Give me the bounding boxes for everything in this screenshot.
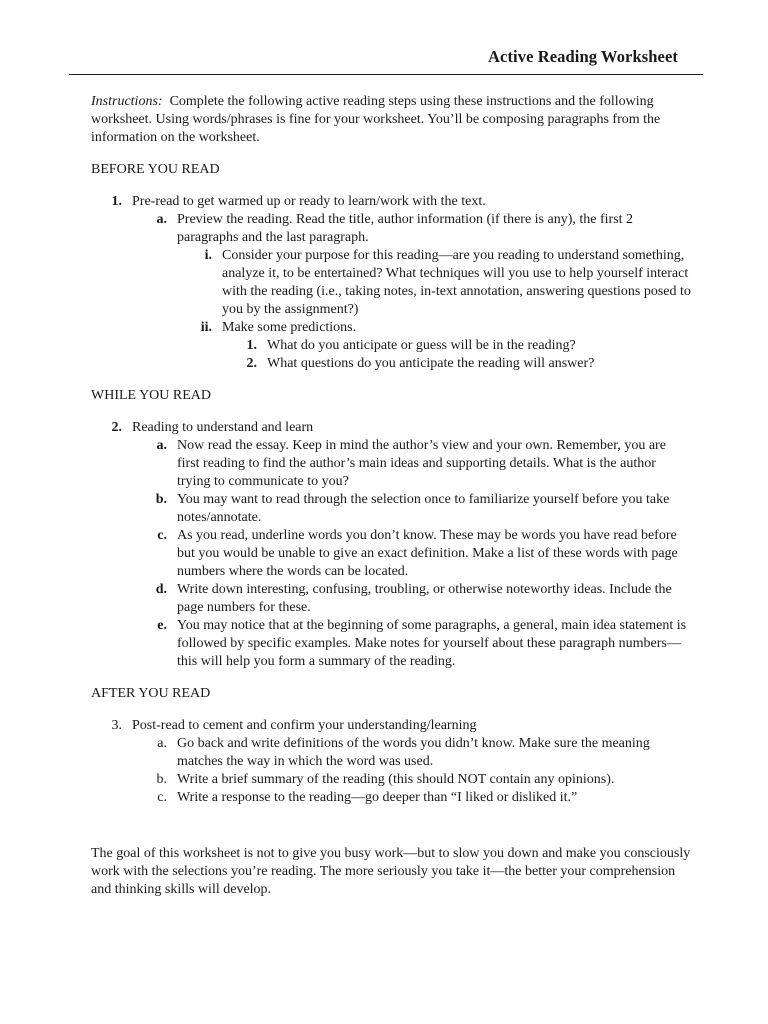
list-item-text: Preview the reading. Read the title, author information (if there is any), the first 2 paragraphs and the last paragraph. <box>177 212 634 245</box>
instructions-text: Complete the following active reading steps using these instructions and the following worksheet. Using words/phrases is fine for your worksheet. You’ll be composing paragraphs from the information on the worksheet. <box>91 94 661 145</box>
list-item-text: Pre-read to get warmed up or ready to learn/work with the text. <box>132 194 486 209</box>
list-item-text: You may want to read through the selection once to familiarize yourself before you take notes/annotate. <box>177 492 670 525</box>
list-item-3b <box>91 771 691 789</box>
list-item-2a <box>91 437 691 491</box>
list-item-2e <box>91 617 691 671</box>
list-marker: 2. <box>111 420 122 435</box>
list-item-text: Go back and write definitions of the words you didn’t know. Make sure the meaning matches the way in which the word was used. <box>177 736 650 769</box>
section-heading-while: WHILE YOU READ <box>91 388 212 403</box>
header-divider <box>69 74 703 75</box>
list-item-1a-ii-2 <box>91 355 691 373</box>
list-item-1a-ii <box>91 319 691 337</box>
list-marker: a. <box>157 736 167 751</box>
list-marker: a. <box>156 438 167 453</box>
list-marker: a. <box>156 212 167 227</box>
closing-paragraph: The goal of this worksheet is not to give you busy work—but to slow you down and make you consciously work with the selections you’re reading. The more seriously you take it—the better your comprehension and thinking skills will develop. <box>91 846 691 897</box>
list-item-text: What do you anticipate or guess will be in the reading? <box>267 338 576 353</box>
list-marker: ii. <box>200 320 212 335</box>
list-marker: c. <box>157 528 167 543</box>
instructions-label: Instructions: <box>91 94 163 109</box>
list-item-1a <box>91 211 691 247</box>
list-item-text: Make some predictions. <box>222 320 357 335</box>
list-item-1a-ii-1 <box>91 337 691 355</box>
worksheet-body <box>91 93 691 913</box>
list-item-2d <box>91 581 691 617</box>
list-item-1a-i <box>91 247 691 319</box>
list-item-2c <box>91 527 691 581</box>
list-item-text: Post-read to cement and confirm your understanding/learning <box>132 718 477 733</box>
list-marker: 2. <box>246 356 257 371</box>
list-marker: c. <box>157 790 167 805</box>
list-item-2 <box>91 419 691 437</box>
list-marker: b. <box>156 772 167 787</box>
list-item-3a <box>91 735 691 771</box>
list-item-2b <box>91 491 691 527</box>
list-item-1 <box>91 193 691 211</box>
list-marker: 1. <box>111 194 122 209</box>
list-item-3 <box>91 717 691 735</box>
list-marker: i. <box>204 248 212 263</box>
list-item-text: As you read, underline words you don’t know. These may be words you have read before but you would be unable to give an exact definition. Make a list of these words with page numbers where the words can be located. <box>177 528 678 579</box>
list-item-text: You may notice that at the beginning of some paragraphs, a general, main idea statement is followed by specific examples. Make notes for yourself about these paragraph numbers—this will help you form a summary of the reading. <box>177 618 687 669</box>
list-marker: 3. <box>111 718 122 733</box>
list-item-text: Reading to understand and learn <box>132 420 314 435</box>
list-item-text: Now read the essay. Keep in mind the author’s view and your own. Remember, you are first reading to find the author’s main ideas and supporting details. What is the author trying to communicate to you? <box>177 438 666 489</box>
list-marker: b. <box>155 492 167 507</box>
list-marker: 1. <box>246 338 257 353</box>
list-item-3c <box>91 789 691 807</box>
list-item-text: Write a brief summary of the reading (this should NOT contain any opinions). <box>177 772 615 787</box>
list-marker: e. <box>157 618 167 633</box>
list-item-text: Write down interesting, confusing, troubling, or otherwise noteworthy ideas. Include the page numbers for these. <box>177 582 672 615</box>
section-heading-before: BEFORE YOU READ <box>91 162 220 177</box>
instructions-paragraph <box>91 93 691 147</box>
list-item-text: Consider your purpose for this reading—are you reading to understand something, analyze it, to be entertained? What techniques will you use to help yourself interact with the reading (i.e., taking notes, in-text annotation, answering questions posed to you by the assignment?) <box>222 248 691 317</box>
list-item-text: What questions do you anticipate the reading will answer? <box>267 356 595 371</box>
page-title: Active Reading Worksheet <box>488 47 678 66</box>
list-item-text: Write a response to the reading—go deeper than “I liked or disliked it.” <box>177 790 578 805</box>
section-heading-after: AFTER YOU READ <box>91 686 211 701</box>
list-marker: d. <box>155 582 167 597</box>
